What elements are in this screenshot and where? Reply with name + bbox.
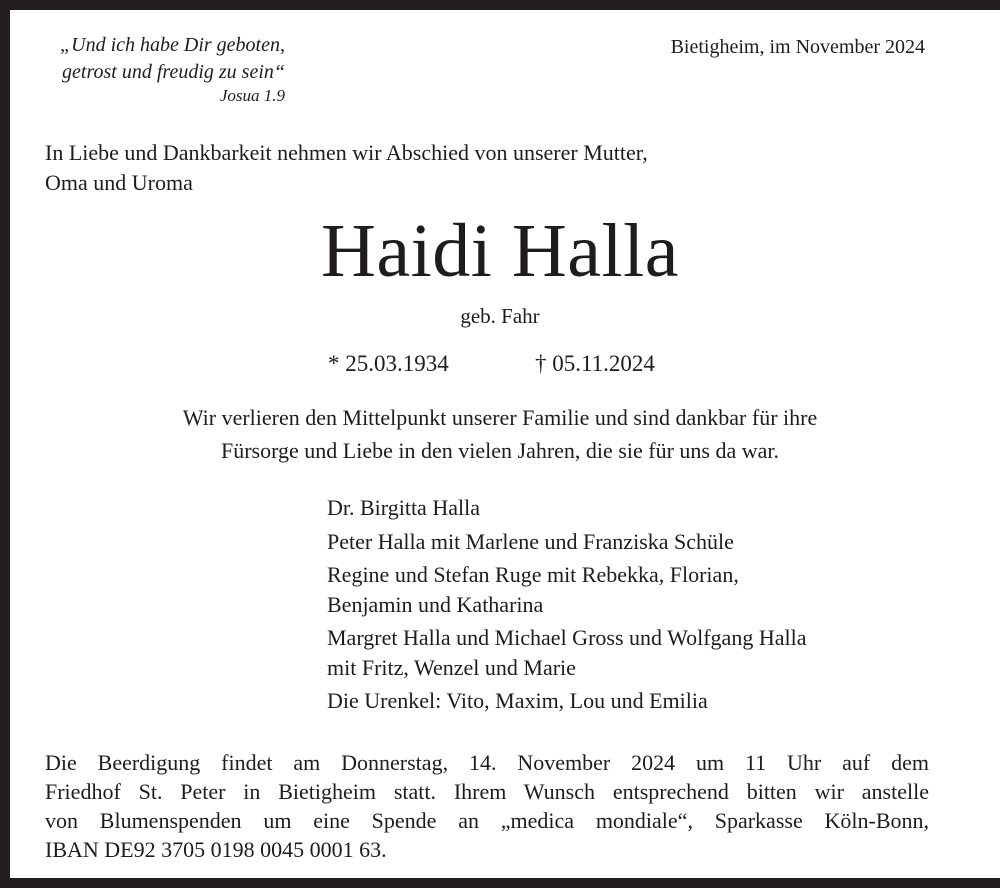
mourner-cont: mit Fritz, Wenzel und Marie (327, 654, 576, 680)
birth-name: geb. Fahr (460, 304, 540, 328)
mourner-cont: Benjamin und Katharina (327, 591, 544, 617)
funeral-info (45, 748, 929, 864)
quote-source: Josua 1.9 (219, 86, 285, 105)
funeral-line: Friedhof St. Peter in Bietigheim statt. Ihrem Wunsch entsprechend bitten wir anstelle (45, 779, 929, 804)
mourner: Die Urenkel: Vito, Maxim, Lou und Emilia (327, 688, 708, 713)
tribute-line: Wir verlieren den Mittelpunkt unserer Familie und sind dankbar für ihre (182, 405, 818, 430)
funeral-line: von Blumenspenden um eine Spende an „medica mondiale“, Sparkasse Köln-Bonn, (45, 808, 929, 833)
funeral-line: IBAN DE92 3705 0198 0045 0001 63. (45, 837, 387, 862)
birth-date: * 25.03.1934 (328, 351, 449, 376)
deceased-name: Haidi Halla (321, 209, 679, 293)
intro-text (45, 138, 648, 198)
mourner: Dr. Birgitta Halla (327, 495, 480, 520)
mourner: Margret Halla und Michael Gross und Wolfgang Halla (327, 625, 807, 650)
mourner: Peter Halla mit Marlene und Franziska Schüle (327, 528, 734, 554)
tribute-line: Fürsorge und Liebe in den vielen Jahren, die sie für uns da war. (220, 438, 779, 463)
tribute-text (0, 401, 1000, 467)
death-date: † 05.11.2024 (535, 351, 655, 376)
intro-line: In Liebe und Dankbarkeit nehmen wir Abschied von unserer Mutter, (45, 140, 648, 165)
intro-line: Oma und Uroma (45, 170, 193, 195)
place-date: Bietigheim, im November 2024 (670, 36, 925, 58)
bible-quote (20, 32, 285, 106)
mourners-list (327, 493, 806, 716)
mourner: Regine und Stefan Ruge mit Rebekka, Florian, (327, 562, 739, 587)
quote-line: „Und ich habe Dir geboten, (60, 34, 285, 56)
funeral-line: Die Beerdigung findet am Donnerstag, 14. November 2024 um 11 Uhr auf dem (45, 750, 929, 775)
quote-line: getrost und freudig zu sein“ (62, 61, 285, 83)
